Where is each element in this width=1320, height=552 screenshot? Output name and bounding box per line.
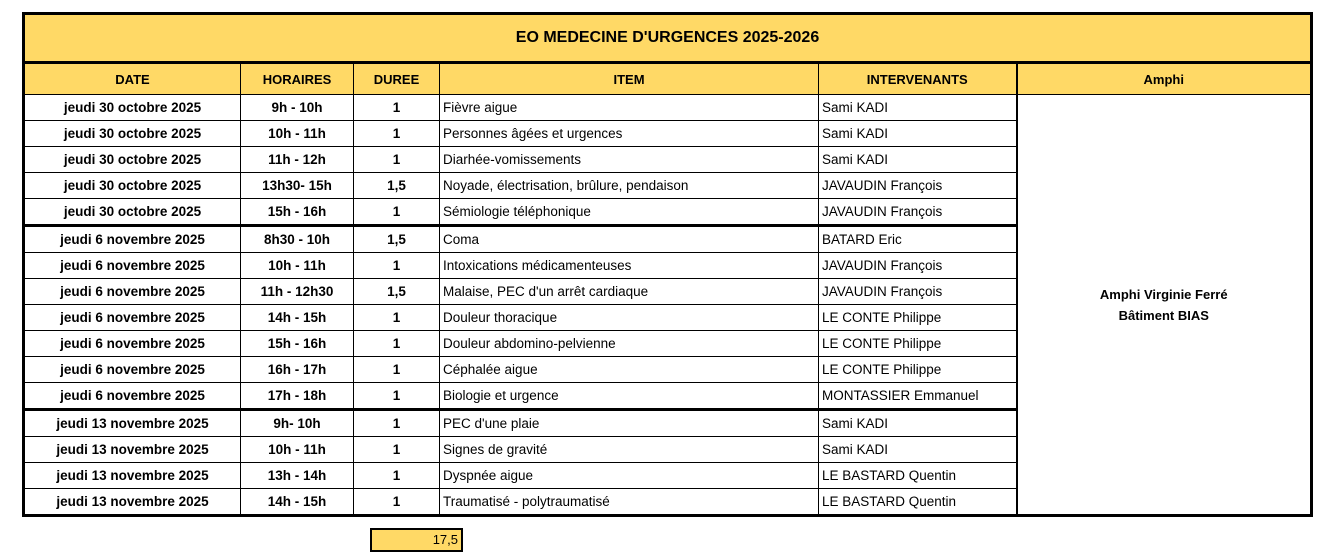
- item-cell[interactable]: Fièvre aigue: [440, 95, 819, 121]
- time-cell[interactable]: 11h - 12h30: [241, 279, 354, 305]
- item-cell[interactable]: Noyade, électrisation, brûlure, pendaison: [440, 173, 819, 199]
- duration-cell[interactable]: 1: [354, 199, 440, 226]
- duration-cell[interactable]: 1: [354, 253, 440, 279]
- item-cell[interactable]: PEC d'une plaie: [440, 410, 819, 437]
- date-cell[interactable]: jeudi 30 octobre 2025: [24, 147, 241, 173]
- header-row: [24, 63, 1312, 95]
- date-cell[interactable]: jeudi 6 novembre 2025: [24, 279, 241, 305]
- item-cell[interactable]: Traumatisé - polytraumatisé: [440, 489, 819, 516]
- duration-cell[interactable]: 1: [354, 437, 440, 463]
- time-cell[interactable]: 15h - 16h: [241, 331, 354, 357]
- item-cell[interactable]: Douleur abdomino-pelvienne: [440, 331, 819, 357]
- header-horaires[interactable]: HORAIRES: [241, 63, 354, 95]
- speaker-cell[interactable]: LE CONTE Philippe: [819, 357, 1017, 383]
- item-cell[interactable]: Intoxications médicamenteuses: [440, 253, 819, 279]
- duration-cell[interactable]: 1,5: [354, 173, 440, 199]
- speaker-cell[interactable]: JAVAUDIN François: [819, 279, 1017, 305]
- duration-cell[interactable]: 1,5: [354, 279, 440, 305]
- time-cell[interactable]: 9h - 10h: [241, 95, 354, 121]
- amphi-building: Bâtiment BIAS: [1118, 307, 1209, 323]
- item-cell[interactable]: Malaise, PEC d'un arrêt cardiaque: [440, 279, 819, 305]
- time-cell[interactable]: 14h - 15h: [241, 305, 354, 331]
- header-intervenants[interactable]: INTERVENANTS: [819, 63, 1017, 95]
- item-cell[interactable]: Biologie et urgence: [440, 383, 819, 410]
- time-cell[interactable]: 17h - 18h: [241, 383, 354, 410]
- time-cell[interactable]: 10h - 11h: [241, 253, 354, 279]
- time-cell[interactable]: 15h - 16h: [241, 199, 354, 226]
- time-cell[interactable]: 11h - 12h: [241, 147, 354, 173]
- duration-cell[interactable]: 1: [354, 410, 440, 437]
- speaker-cell[interactable]: LE BASTARD Quentin: [819, 463, 1017, 489]
- schedule-table: [22, 12, 1313, 517]
- schedule-sheet: [22, 12, 1310, 547]
- speaker-cell[interactable]: LE BASTARD Quentin: [819, 489, 1017, 516]
- speaker-cell[interactable]: LE CONTE Philippe: [819, 305, 1017, 331]
- item-cell[interactable]: Sémiologie téléphonique: [440, 199, 819, 226]
- header-duree[interactable]: DUREE: [354, 63, 440, 95]
- item-cell[interactable]: Personnes âgées et urgences: [440, 121, 819, 147]
- sheet-title[interactable]: EO MEDECINE D'URGENCES 2025-2026: [24, 14, 1312, 63]
- time-cell[interactable]: 13h30- 15h: [241, 173, 354, 199]
- time-cell[interactable]: 14h - 15h: [241, 489, 354, 516]
- speaker-cell[interactable]: JAVAUDIN François: [819, 253, 1017, 279]
- table-row: [24, 95, 1312, 121]
- time-cell[interactable]: 13h - 14h: [241, 463, 354, 489]
- duration-cell[interactable]: 1: [354, 121, 440, 147]
- speaker-cell[interactable]: JAVAUDIN François: [819, 173, 1017, 199]
- header-item[interactable]: ITEM: [440, 63, 819, 95]
- duration-cell[interactable]: 1: [354, 463, 440, 489]
- total-duration-cell[interactable]: 17,5: [370, 528, 463, 552]
- duration-cell[interactable]: 1,5: [354, 226, 440, 253]
- time-cell[interactable]: 9h- 10h: [241, 410, 354, 437]
- item-cell[interactable]: Douleur thoracique: [440, 305, 819, 331]
- amphi-cell[interactable]: [1017, 95, 1312, 516]
- speaker-cell[interactable]: Sami KADI: [819, 410, 1017, 437]
- time-cell[interactable]: 16h - 17h: [241, 357, 354, 383]
- date-cell[interactable]: jeudi 30 octobre 2025: [24, 95, 241, 121]
- speaker-cell[interactable]: Sami KADI: [819, 95, 1017, 121]
- date-cell[interactable]: jeudi 6 novembre 2025: [24, 305, 241, 331]
- date-cell[interactable]: jeudi 30 octobre 2025: [24, 121, 241, 147]
- duration-cell[interactable]: 1: [354, 305, 440, 331]
- time-cell[interactable]: 10h - 11h: [241, 437, 354, 463]
- speaker-cell[interactable]: BATARD Eric: [819, 226, 1017, 253]
- item-cell[interactable]: Coma: [440, 226, 819, 253]
- date-cell[interactable]: jeudi 13 novembre 2025: [24, 410, 241, 437]
- date-cell[interactable]: jeudi 30 octobre 2025: [24, 199, 241, 226]
- date-cell[interactable]: jeudi 13 novembre 2025: [24, 489, 241, 516]
- header-date[interactable]: DATE: [24, 63, 241, 95]
- item-cell[interactable]: Signes de gravité: [440, 437, 819, 463]
- speaker-cell[interactable]: LE CONTE Philippe: [819, 331, 1017, 357]
- speaker-cell[interactable]: Sami KADI: [819, 121, 1017, 147]
- speaker-cell[interactable]: Sami KADI: [819, 437, 1017, 463]
- duration-cell[interactable]: 1: [354, 489, 440, 516]
- duration-cell[interactable]: 1: [354, 357, 440, 383]
- duration-cell[interactable]: 1: [354, 95, 440, 121]
- speaker-cell[interactable]: Sami KADI: [819, 147, 1017, 173]
- item-cell[interactable]: Diarhée-vomissements: [440, 147, 819, 173]
- time-cell[interactable]: 10h - 11h: [241, 121, 354, 147]
- item-cell[interactable]: Dyspnée aigue: [440, 463, 819, 489]
- duration-cell[interactable]: 1: [354, 331, 440, 357]
- duration-cell[interactable]: 1: [354, 383, 440, 410]
- date-cell[interactable]: jeudi 13 novembre 2025: [24, 437, 241, 463]
- speaker-cell[interactable]: JAVAUDIN François: [819, 199, 1017, 226]
- date-cell[interactable]: jeudi 13 novembre 2025: [24, 463, 241, 489]
- date-cell[interactable]: jeudi 6 novembre 2025: [24, 383, 241, 410]
- date-cell[interactable]: jeudi 6 novembre 2025: [24, 357, 241, 383]
- date-cell[interactable]: jeudi 6 novembre 2025: [24, 331, 241, 357]
- date-cell[interactable]: jeudi 6 novembre 2025: [24, 226, 241, 253]
- item-cell[interactable]: Céphalée aigue: [440, 357, 819, 383]
- duration-cell[interactable]: 1: [354, 147, 440, 173]
- header-amphi[interactable]: Amphi: [1017, 63, 1312, 95]
- date-cell[interactable]: jeudi 30 octobre 2025: [24, 173, 241, 199]
- date-cell[interactable]: jeudi 6 novembre 2025: [24, 253, 241, 279]
- speaker-cell[interactable]: MONTASSIER Emmanuel: [819, 383, 1017, 410]
- time-cell[interactable]: 8h30 - 10h: [241, 226, 354, 253]
- amphi-name: Amphi Virginie Ferré: [1099, 286, 1228, 302]
